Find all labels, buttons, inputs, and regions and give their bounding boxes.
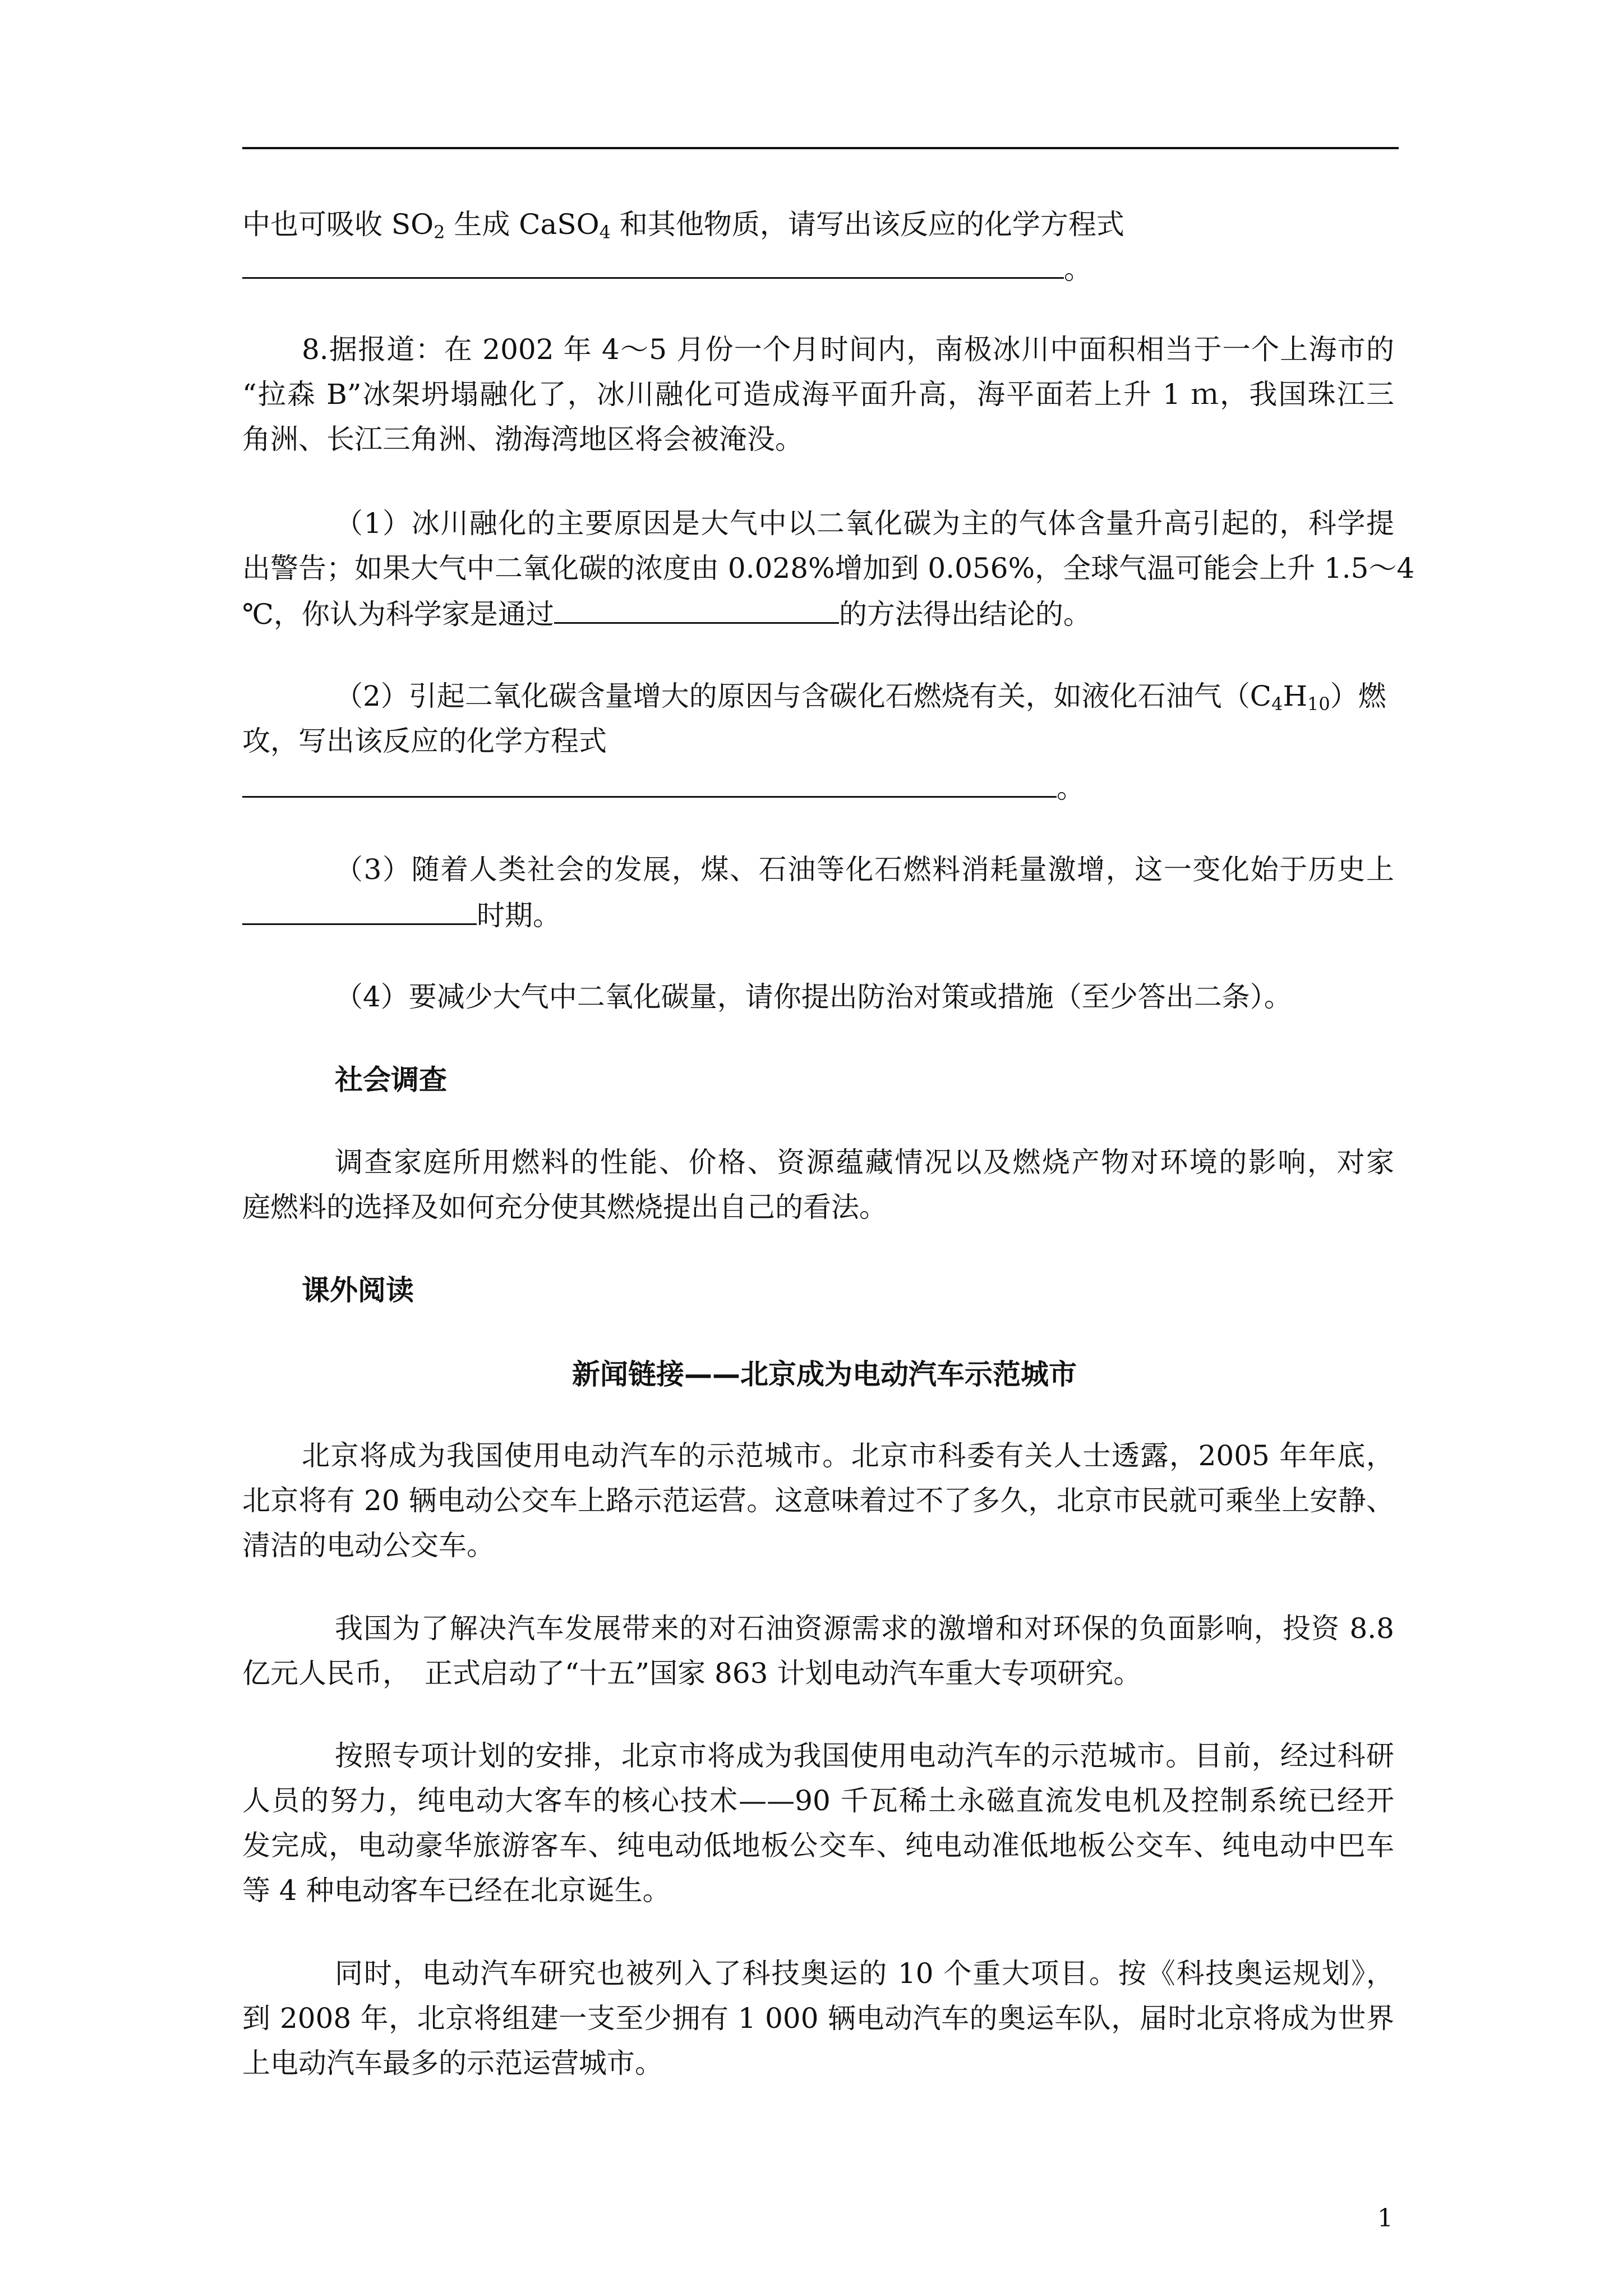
q8-p4-line: （4）要减少大气中二氧化碳量，请你提出防治对策或措施（至少答出二条）。 xyxy=(335,981,1292,1013)
answer-blank[interactable] xyxy=(242,251,1064,279)
q8-p3-line: （3）随着人类社会的发展，煤、石油等化石燃料消耗量激增，这一变化始于历史上 xyxy=(335,853,1394,886)
subscript: 4 xyxy=(599,222,611,243)
end-mark: 。 xyxy=(1064,253,1092,286)
q8-intro-line: 8.据报道：在 2002 年 4～5 月份一个月时间内，南极冰川中面积相当于一个上海市的 xyxy=(302,333,1394,366)
article-para4-line: 上电动汽车最多的示范运营城市。 xyxy=(242,2047,663,2079)
article-para1-line: 清洁的电动公交车。 xyxy=(242,1529,495,1562)
end-mark: 。 xyxy=(1057,772,1085,804)
article-para4-line: 同时，电动汽车研究也被列入了科技奥运的 10 个重大项目。按《科技奥运规划》， xyxy=(335,1957,1394,1990)
q8-p1-line xyxy=(242,596,1091,631)
answer-blank[interactable] xyxy=(554,596,839,624)
answer-blank[interactable] xyxy=(242,770,1057,798)
article-para1-line: 北京将成为我国使用电动汽车的示范城市。北京市科委有关人士透露，2005 年年底， xyxy=(302,1439,1394,1472)
survey-heading: 社会调查 xyxy=(335,1064,447,1096)
article-para3-line: 按照专项计划的安排，北京市将成为我国使用电动汽车的示范城市。目前，经过科研 xyxy=(335,1740,1394,1772)
q8-p3-line xyxy=(242,898,561,932)
article-para4-line: 到 2008 年，北京将组建一支至少拥有 1 000 辆电动汽车的奥运车队，届时北京将成为世界 xyxy=(242,2002,1394,2035)
q8-p1-line: 出警告；如果大气中二氧化碳的浓度由 0.028%增加到 0.056%，全球气温可能会上升 1.5～4 xyxy=(242,552,1415,585)
article-para2-line: 我国为了解决汽车发展带来的对石油资源需求的激增和对环保的负面影响，投资 8.8 xyxy=(335,1612,1394,1645)
subscript: 4 xyxy=(1271,693,1283,715)
q8-p2-text: ）燃 xyxy=(1330,680,1386,712)
q8-p1-line: （1）冰川融化的主要原因是大气中以二氧化碳为主的气体含量升高引起的，科学提 xyxy=(335,507,1394,540)
article-para3-line: 发完成，电动豪华旅游客车、纯电动低地板公交车、纯电动准低地板公交车、纯电动中巴车 xyxy=(242,1829,1394,1862)
subscript: 2 xyxy=(434,222,445,243)
q8-p3-text: 时期。 xyxy=(477,899,561,932)
q8-intro-line: 角洲、长江三角洲、渤海湾地区将会被淹没。 xyxy=(242,423,803,455)
q8-p2-text: （2）引起二氧化碳含量增大的原因与含碳化石燃烧有关，如液化石油气（C xyxy=(335,680,1272,712)
q7-text-c: 和其他物质，请写出该反应的化学方程式 xyxy=(610,208,1124,241)
article-para2-line: 亿元人民币， 正式启动了“十五”国家 863 计划电动汽车重大专项研究。 xyxy=(242,1657,1142,1690)
article-para3-line: 等 4 种电动客车已经在北京诞生。 xyxy=(242,1874,671,1907)
article-para1-line: 北京将有 20 辆电动公交车上路示范运营。这意味着过不了多久，北京市民就可乘坐上安静、 xyxy=(242,1484,1394,1517)
reading-heading: 课外阅读 xyxy=(302,1274,414,1306)
q8-p1-text: ℃，你认为科学家是通过 xyxy=(242,598,554,631)
answer-blank[interactable] xyxy=(242,898,477,925)
q7-text-b: 生成 CaSO xyxy=(445,208,600,241)
header-rule xyxy=(242,147,1399,149)
q8-p1-text: 的方法得出结论的。 xyxy=(838,598,1091,631)
q7-line xyxy=(242,208,1124,241)
survey-line: 调查家庭所用燃料的性能、价格、资源蕴藏情况以及燃烧产物对环境的影响，对家 xyxy=(335,1146,1394,1179)
survey-line: 庭燃料的选择及如何充分使其燃烧提出自己的看法。 xyxy=(242,1191,887,1223)
q7-text-a: 中也可吸收 SO xyxy=(242,208,434,241)
q8-p2-line xyxy=(335,679,1394,713)
subscript: 10 xyxy=(1307,693,1330,715)
article-title: 新闻链接——北京成为电动汽车示范城市 xyxy=(572,1358,1077,1391)
q7-answer-line xyxy=(242,251,1092,286)
q8-p2-text: H xyxy=(1283,680,1308,712)
q8-p2-line: 攻，写出该反应的化学方程式 xyxy=(242,725,607,757)
q8-intro-line: “拉森 B”冰架坍塌融化了，冰川融化可造成海平面升高，海平面若上升 1 ｍ，我国珠江三 xyxy=(242,378,1394,411)
article-para3-line: 人员的努力，纯电动大客车的核心技术——90 千瓦稀土永磁直流发电机及控制系统已经开 xyxy=(242,1784,1394,1817)
page-number: 1 xyxy=(1377,2204,1393,2233)
q8-p2-answer-line xyxy=(242,770,1085,805)
